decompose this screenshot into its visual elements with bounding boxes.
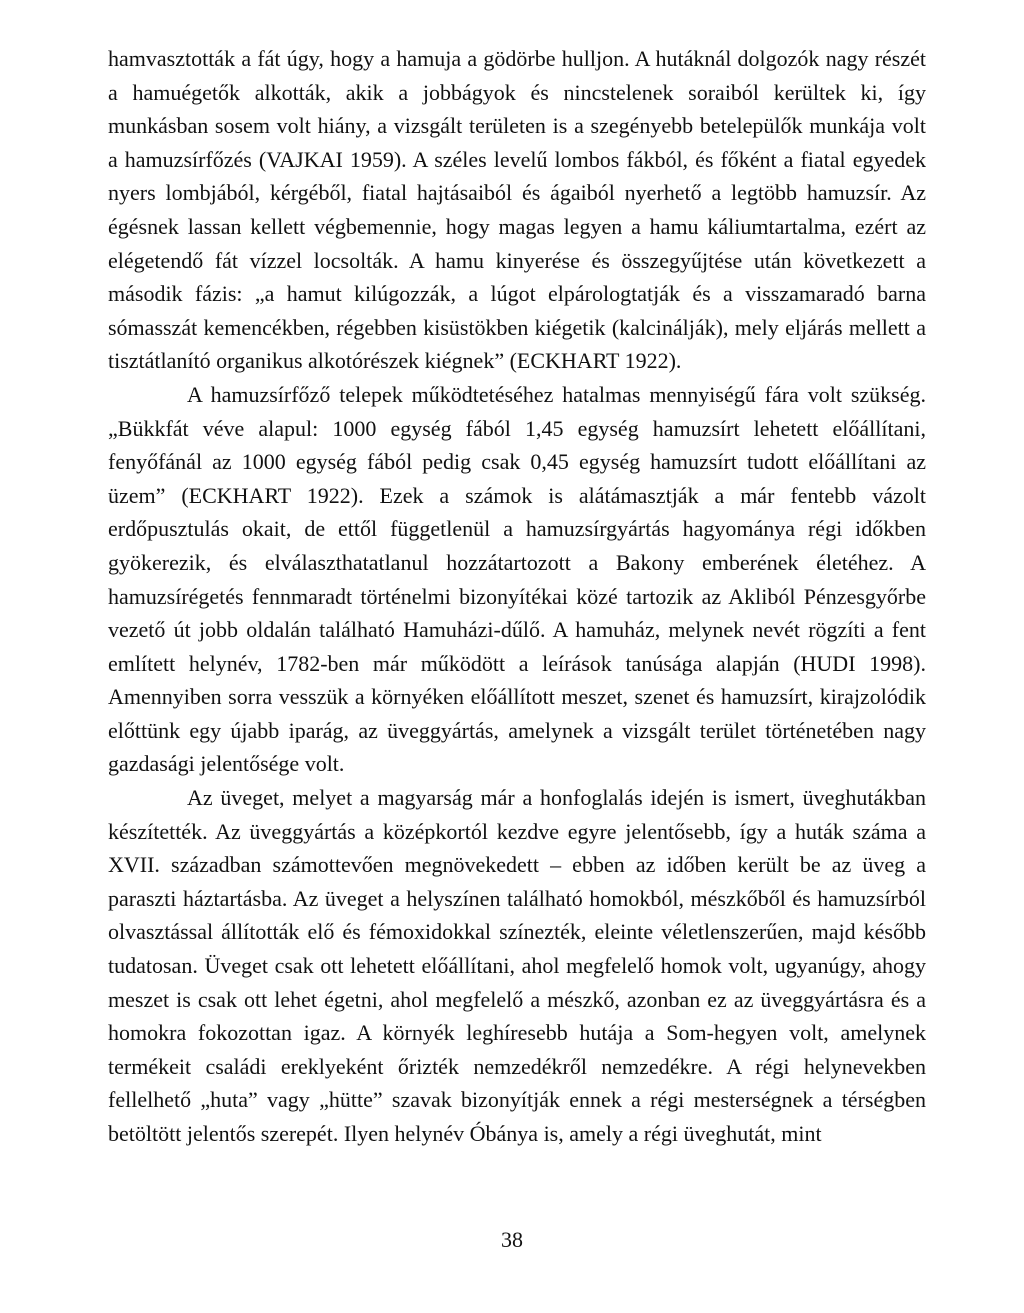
paragraph-2: A hamuzsírfőző telepek működtetéséhez hatalmas mennyiségű fára volt szükség. „Bükkfát véve alapul: 1000 egység fából 1,45 egység hamuzsírt lehetett előállítani, fenyőfánál az 1000 egység fából pedig csak 0,45 egység hamuzsírt tudott előállítani az üzem” (ECKHART 1922). Ezek a számok is alátámasztják a már fentebb vázolt erdőpusztulás okait, de ettől függetlenül a hamuzsírgyártás hagyománya régi időkben gyökerezik, és elválaszthatatlanul hozzátartozott a Bakony emberének életéhez. A hamuzsírégetés fennmaradt történelmi bizonyítékai közé tartozik az Akliból Pénzesgyőrbe vezető út jobb oldalán található Hamuházi-dűlő. A hamuház, melynek nevét rögzíti a fent említett helynév, 1782-ben már működött a leírások tanúsága alapján (HUDI 1998). Amennyiben sorra vesszük a környéken előállított meszet, szenet és hamuzsírt, kirajzolódik előttünk egy újabb iparág, az üveggyártás, amelynek a vizsgált terület történetében nagy gazdasági jelentősége volt. xyxy=(108,381,926,777)
paragraph-1: hamvasztották a fát úgy, hogy a hamuja a gödörbe hulljon. A hutáknál dolgozók nagy részét a hamuégetők alkották, akik a jobbágyok és nincstelenek soraiból kerültek ki, így munkásban sosem volt hiány, a vizsgált területen is a szegényebb betelepülők munkája volt a hamuzsírfőzés (VAJKAI 1959). A széles levelű lombos fákból, és főként a fiatal egyedek nyers lombjából, kérgéből, fiatal hajtásaiból és ágaiból nyerhető a legtöbb hamuzsír. Az égésnek lassan kellett végbemennie, hogy magas legyen a hamu káliumtartalma, ezért az elégetendő fát vízzel locsolták. A hamu kinyerése és összegyűjtése után következett a második fázis: „a hamut kilúgozzák, a lúgot elpárologtatják és a visszamaradó barna sómasszát kemencékben, régebben kisüstökben kiégetik (kalcinálják), mely eljárás mellett a tisztátlanító organikus alkotórészek kiégnek” (ECKHART 1922). xyxy=(108,46,926,374)
page-number: 38 xyxy=(501,1227,523,1252)
document-page xyxy=(108,42,926,1151)
paragraph-3: Az üveget, melyet a magyarság már a honfoglalás idején is ismert, üveghutákban készítették. Az üveggyártás a középkortól kezdve egyre jelentősebb, így a huták száma a XVII. században számottevően megnövekedett – ebben az időben került be az üveg a paraszti háztartásba. Az üveget a helyszínen található homokból, mészkőből és hamuzsírból olvasztással állították elő és fémoxidokkal színezték, eleinte véletlenszerűen, majd később tudatosan. Üveget csak ott lehetett előállítani, ahol megfelelő homok volt, ugyanúgy, ahogy meszet is csak ott lehet égetni, ahol megfelelő a mészkő, azonban ez az üveggyártásra és a homokra fokozottan igaz. A környék leghíresebb hutája a Som-hegyen volt, amelynek termékeit családi ereklyeként őrizték nemzedékről nemzedékre. A régi helynevekben fellelhető „huta” vagy „hütte” szavak bizonyítják ennek a régi mesterségnek a térségben betöltött jelentős szerepét. Ilyen helynév Óbánya is, amely a régi üveghutát, mint xyxy=(108,785,926,1146)
